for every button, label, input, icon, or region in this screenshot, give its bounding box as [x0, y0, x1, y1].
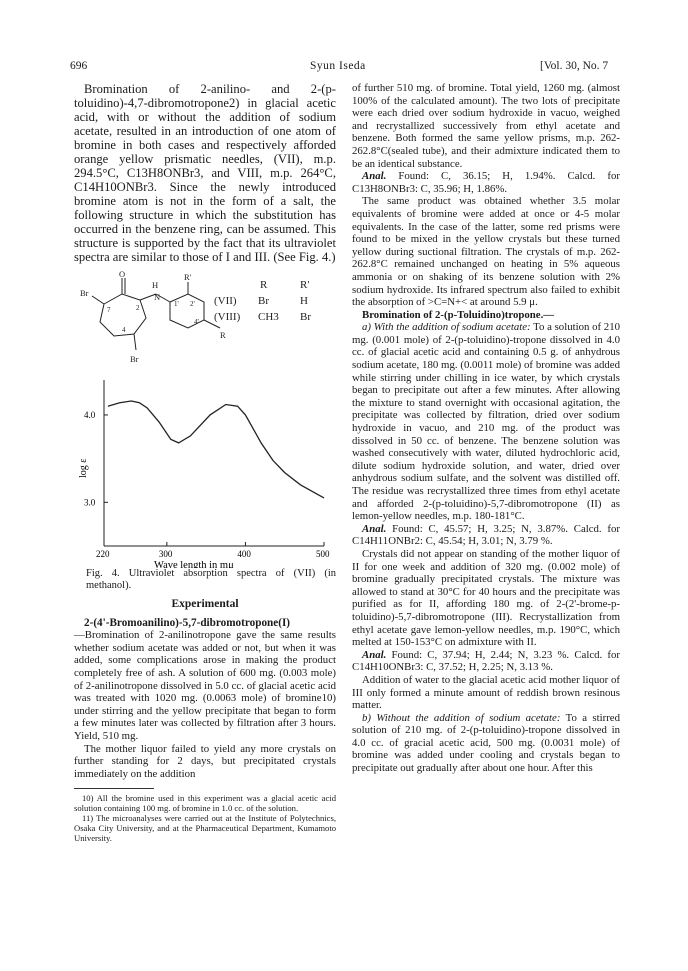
label-2p: 2' [190, 300, 195, 308]
footnote-rule [74, 788, 154, 789]
row-vii-rp: H [300, 295, 308, 307]
right-paragraph-5 [352, 712, 620, 775]
footnote-10: 10) All the bromine used in this experiment was a glacial acetic acid solution containing 100 mg. of bromine in 1.0 cc. of the solution. [74, 793, 336, 814]
footnote-11: 11) The microanalyses were carried out at the Institute of Polytechnics, Osaka City University, and at the Pharmaceutical Department, Kumamoto University. [74, 813, 336, 844]
volume-info: [Vol. 30, No. 7 [540, 60, 609, 72]
anal-label-1: Anal. [362, 170, 387, 183]
label-r: R [220, 330, 226, 340]
analysis-2 [352, 523, 620, 548]
footnotes [74, 793, 336, 843]
subsection-title: 2-(4'-Bromoanilino)-5,7-dibromotropone(I) [84, 616, 291, 629]
row-viii-name: (VIII) [214, 311, 241, 323]
uv-chart [74, 378, 336, 568]
left-column [74, 82, 336, 843]
analysis-1-text: Found: C, 36.15; H, 1.94%. Calcd. for C13H8ONBr3: C, 35.96; H, 1.86%. [352, 170, 621, 195]
chemical-structure [74, 270, 336, 378]
right-column [352, 82, 620, 775]
right-paragraph-0: of further 510 mg. of bromine. Total yield, 1260 mg. (almost 100% of the calculated amount). The two lots of precipitate were each dried over sodium hydroxide in vacuo, weighed and recrystallized successively from ethyl acetate and benzene. Both formed the same yellow prisms, m.p. 262-262.8°C(sealed tube), and their admixture indicated them to be an identical substance. [352, 82, 620, 170]
anal-label-2: Anal. [362, 522, 387, 535]
y-axis-label: log ε [78, 458, 89, 478]
uv-chart-container [74, 378, 336, 568]
left-paragraph-2: The mother liquor failed to yield any more crystals on further standing for 2 days, but precipitated crystals immediately on the addition [74, 742, 336, 780]
label-2: 2 [136, 304, 140, 312]
right-paragraph-2 [352, 321, 620, 523]
table-head-rp: R' [300, 279, 310, 291]
condition-a: a) With the addition of sodium acetate: [362, 321, 531, 334]
label-4p: 4' [194, 318, 199, 326]
x-tick-label: 220 [96, 549, 110, 559]
label-7: 7 [107, 306, 111, 314]
section-title: Experimental [171, 598, 239, 610]
intro-paragraph: Bromination of 2-anilino- and 2-(p-toluidino)-4,7-dibromotropone2) in glacial acetic acid, with or without the addition of sodium acetate, resulted in an introduction of one atom of bromine in both cases and respectively afforded orange yellow prismatic needles, (VII), m.p. 294.5°C, C13H8ONBr3, and VIII, m.p. 264°C, C14H10ONBr3. Since the newly introduced bromine atom is not in the form of a salt, the following structure in which the substitution has occurred in the benzene ring, can be assumed. This structure is supported by the fact that its ultraviolet spectra are similar to those of I and III. (See Fig. 4.) [74, 82, 336, 264]
row-vii-name: (VII) [214, 295, 237, 307]
series-line [108, 401, 324, 498]
analysis-3-text: Found: C, 37.94; H, 2.44; N, 3.23 %. Calcd. for C14H10ONBr3: C, 37.52; H, 2.25; N, 3.13 %. [352, 648, 620, 674]
y-tick-label: 3.0 [84, 497, 96, 508]
running-author: Syun Iseda [310, 60, 366, 72]
page-number: 696 [70, 60, 88, 72]
label-h: H [152, 280, 159, 290]
condition-b: b) Without the addition of sodium acetate: [362, 711, 561, 724]
right-paragraph-5-text: To a stirred solution of 210 mg. of 2-(p-toluidino)-tropone dissolved in 4.0 cc. of gracial acetic acid, 500 mg. (0.0031 mole) of bromine was added under cooling and crystals began to precipitate out gradually after about one hour. After this [352, 711, 620, 775]
right-paragraph-1: The same product was obtained whether 3.5 molar equivalents of bromine were added at once or 4-5 molar equivalents. In the case of the latter, some red prisms were found to be mixed in the yellow crystals but these turned yellow during suctional filtration. The crystals of m.p. 262-262.8°C remained unchanged on heating in 5% aqueous ammonia or on shaking of its benzene solution with 2% sodium hydroxide. Its infrared spectrum also failed to exhibit the absorption of >C=N+< at around 5.9 μ. [352, 195, 620, 309]
x-axis-label: Wave length in mμ [154, 560, 234, 568]
label-r-prime: R' [184, 272, 192, 282]
x-tick-label: 400 [237, 549, 251, 559]
page-header [70, 60, 620, 76]
label-n: N [154, 292, 161, 302]
label-4: 4 [122, 326, 126, 334]
right-paragraph-3: Crystals did not appear on standing of the mother liquor of II for one week and addition of 320 mg. (0.002 mole) of bromine gradually precipitated crystals. The mixture was allowed to stand at 30°C for 40 hours and the precipitate was purified as for II, affording 180 mg. of 2-(2'-brome-p-toluidino)-5,7-dibromotropone (III). Recrystallization from ethyl acetate gave lemon-yellow needles, m.p. 190°C, which melted at 150-153°C on admixture with II. [352, 547, 620, 649]
y-tick-label: 4.0 [84, 409, 96, 420]
table-head-r: R [260, 279, 268, 291]
right-subsection-title: Bromination of 2-(p-Toluidino)tropone.— [362, 308, 555, 321]
row-viii-r: CH3 [258, 311, 279, 323]
label-o: O [119, 270, 126, 279]
anal-label-3: Anal. [362, 648, 387, 661]
analysis-2-text: Found: C, 45.57; H, 3.25; N, 3.87%. Calcd. for C14H11ONBr2: C, 45.54; H, 3.01; N, 3.79 %. [352, 522, 620, 548]
label-1p: 1' [174, 300, 179, 308]
left-paragraph-1: —Bromination of 2-anilinotropone gave the same results whether sodium acetate was added or not, but when it was added, some complications arose in making the product completely free of ash. A solution of 600 mg. (0.003 mole) of 2-anilinotropone dissolved in 5.0 cc. of glacial acetic acid was treated with 1020 mg. (0.0063 mole) of bromine10) under stirring and the yellow precipitate that began to form a few minutes later was collected by filtration after 3 hours. Yield, 510 mg. [74, 629, 336, 742]
row-vii-r: Br [258, 295, 269, 307]
analysis-1 [352, 170, 620, 195]
right-paragraph-2-text: To a solution of 210 mg. (0.001 mole) of 2-(p-toluidino)-tropone dissolved in 4.0 cc. of glacial acetic acid and containing 0.5 g. of anhydrous sodium acetate, 180 mg. (0.0011 mole) of bromine was added while stirring under chilling in ice water, by which crystals began to precipitate out after a few minutes. After allowing the mixture to stand overnight with occasional agitation, the precipitate was collected by filtration, dried over sodium hydroxide in vacuo, and 210 mg. of the product was dissolved in 50 cc. of benzene. The benzene solution was washed consecutively with water, diluted hydrochloric acid, dilute sodium hydroxide solution, and water, dried over anhydrous sodium sulfate, and the solvent was distilled off. The residue was recrystallized three times from ethyl acetate and afforded 2-(p-toluidino)-5,7-dibromotropone (II) as lemon-yellow needles, m.p. 180-181°C. [352, 321, 621, 523]
row-viii-rp: Br [300, 311, 311, 323]
structure-figure [74, 270, 336, 378]
analysis-3 [352, 649, 620, 674]
x-tick-label: 300 [158, 549, 173, 559]
right-paragraph-4: Addition of water to the glacial acetic acid mother liquor of III only formed a minute amount of reddish brown resinous matter. [352, 673, 620, 712]
label-br-4: Br [130, 354, 139, 364]
x-tick-label: 500 [316, 549, 330, 559]
figure-caption: Fig. 4. Ultraviolet absorption spectra of (VII) (in methanol). [86, 568, 336, 591]
label-br-7: Br [80, 288, 89, 298]
